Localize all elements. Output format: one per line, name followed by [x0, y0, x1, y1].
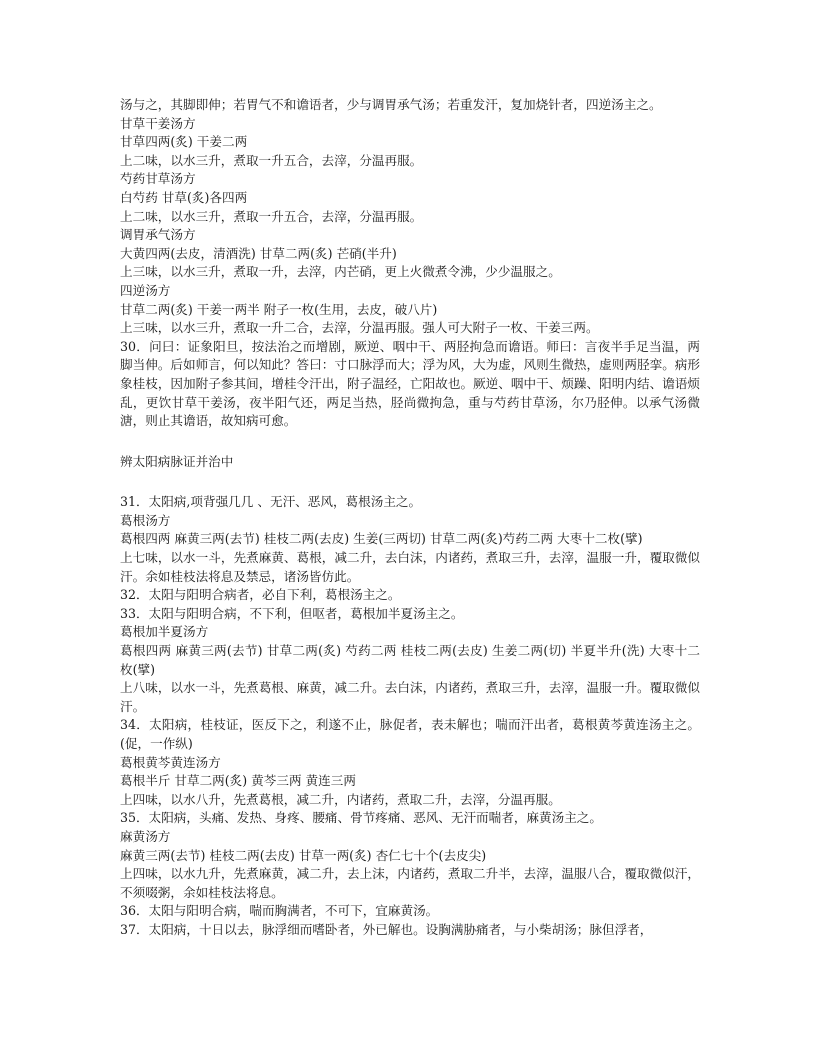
ingredients-line: 白芍药 甘草(炙)各四两: [120, 189, 248, 205]
instructions-line: 上八味，以水一斗，先煮葛根、麻黄，减二升。去白沫，内诸药，煮取三升，去滓，温服一升。覆取微似汗。: [120, 680, 700, 714]
clause-paragraph: 33．太阳与阳明合病，不下利，但呕者，葛根加半夏汤主之。: [120, 605, 464, 621]
instructions-line: 上二味，以水三升，煮取一升五合，去滓，分温再服。: [120, 208, 423, 224]
document-body-part1: [120, 96, 700, 431]
clause-paragraph: 37．太阳病，十日以去，脉浮细而嗜卧者，外已解也。设胸满胁痛者，与小柴胡汤；脉但浮者，: [120, 921, 653, 937]
instructions-line: 上四味，以水八升，先煮葛根，减二升，内诸药，煮取二升，去滓，分温再服。: [120, 791, 561, 807]
document-page: [120, 96, 700, 940]
instructions-line: 上四味，以水九升，先煮麻黄，减二升，去上沫，内诸药，煮取二升半，去滓，温服八合，覆取微似汗，不须啜粥，余如桂枝法将息。: [120, 866, 700, 900]
text-line: 汤与之，其脚即伸；若胃气不和谵语者，少与调胃承气汤；若重发汗，复加烧针者，四逆汤主之。: [120, 97, 662, 112]
clause-paragraph: 36．太阳与阳明合病，喘而胸满者，不可下，宜麻黄汤。: [120, 903, 439, 919]
document-body-part2: [120, 493, 700, 939]
formula-title: 甘草干姜汤方: [120, 115, 196, 131]
clause-paragraph: 31．太阳病,项背强几几 、无汗、恶风，葛根汤主之。: [120, 494, 422, 510]
instructions-line: 上二味，以水三升，煮取一升五合，去滓，分温再服。: [120, 152, 423, 168]
formula-title: 麻黄汤方: [120, 828, 171, 844]
instructions-line: 上三味，以水三升，煮取一升二合，去滓，分温再服。强人可大附子一枚、干姜三两。: [120, 320, 599, 336]
ingredients-line: 麻黄三两(去节) 桂枝二两(去皮) 甘草一两(炙) 杏仁七十个(去皮尖): [120, 847, 487, 863]
clause-paragraph: 34．太阳病，桂枝证，医反下之，利遂不止，脉促者，表未解也；喘而汗出者，葛根黄芩黄连汤主之。(促，一作纵): [120, 717, 700, 751]
ingredients-line: 葛根半斤 甘草二两(炙) 黄芩三两 黄连三两: [120, 773, 356, 789]
ingredients-line: 大黄四两(去皮，清酒洗) 甘草二两(炙) 芒硝(半升): [120, 245, 397, 261]
ingredients-line: 甘草四两(炙) 干姜二两: [120, 134, 248, 150]
formula-title: 葛根加半夏汤方: [120, 624, 209, 640]
ingredients-line: 葛根四两 麻黄三两(去节) 甘草二两(炙) 芍药二两 桂枝二两(去皮) 生姜二两(切) 半夏半升(洗) 大枣十二枚(擘): [120, 643, 700, 677]
formula-title: 芍药甘草汤方: [120, 171, 196, 187]
clause-paragraph: 32．太阳与阳明合病者，必自下利，葛根汤主之。: [120, 587, 401, 603]
ingredients-line: 甘草二两(炙) 干姜一两半 附子一枚(生用，去皮，破八片): [120, 301, 438, 317]
formula-title: 葛根黄芩黄连汤方: [120, 754, 221, 770]
formula-title: 四逆汤方: [120, 282, 171, 298]
instructions-line: 上七味，以水一斗，先煮麻黄、葛根，减二升，去白沫，内诸药，煮取三升，去滓，温服一升，覆取微似汗。余如桂枝法将息及禁忌，诸汤皆仿此。: [120, 550, 700, 584]
formula-title: 调胃承气汤方: [120, 227, 196, 243]
ingredients-line: 葛根四两 麻黄三两(去节) 桂枝二两(去皮) 生姜(三两切) 甘草二两(炙)芍药二两 大枣十二枚(擘): [120, 531, 643, 547]
clause-paragraph: 35．太阳病，头痛、发热、身疼、腰痛、骨节疼痛、恶风、无汗而喘者，麻黄汤主之。: [120, 810, 602, 826]
clause-paragraph: 30．问曰：证象阳旦，按法治之而增剧，厥逆、咽中干、两胫拘急而谵语。师曰：言夜半手足当温，两脚当伸。后如师言，何以知此？答曰：寸口脉浮而大；浮为风，大为虚，风则生微热，虚则两胫挛。病形象桂枝，因加附子参其间，增桂令汗出，附子温经，亡阳故也。厥逆、咽中干、烦躁、阳明内结、谵语烦乱，更饮甘草干姜汤，夜半阳气还，两足当热，胫尚微拘急，重与芍药甘草汤，尔乃胫伸。以承气汤微溏，则止其谵语，故知病可愈。: [120, 338, 700, 429]
spacer: [120, 471, 700, 493]
instructions-line: 上三味，以水三升，煮取一升，去滓，内芒硝，更上火微煮令沸，少少温服之。: [120, 264, 561, 280]
formula-title: 葛根汤方: [120, 512, 171, 528]
spacer: [120, 431, 700, 453]
section-title: 辨太阳病脉证并治中: [120, 453, 234, 469]
